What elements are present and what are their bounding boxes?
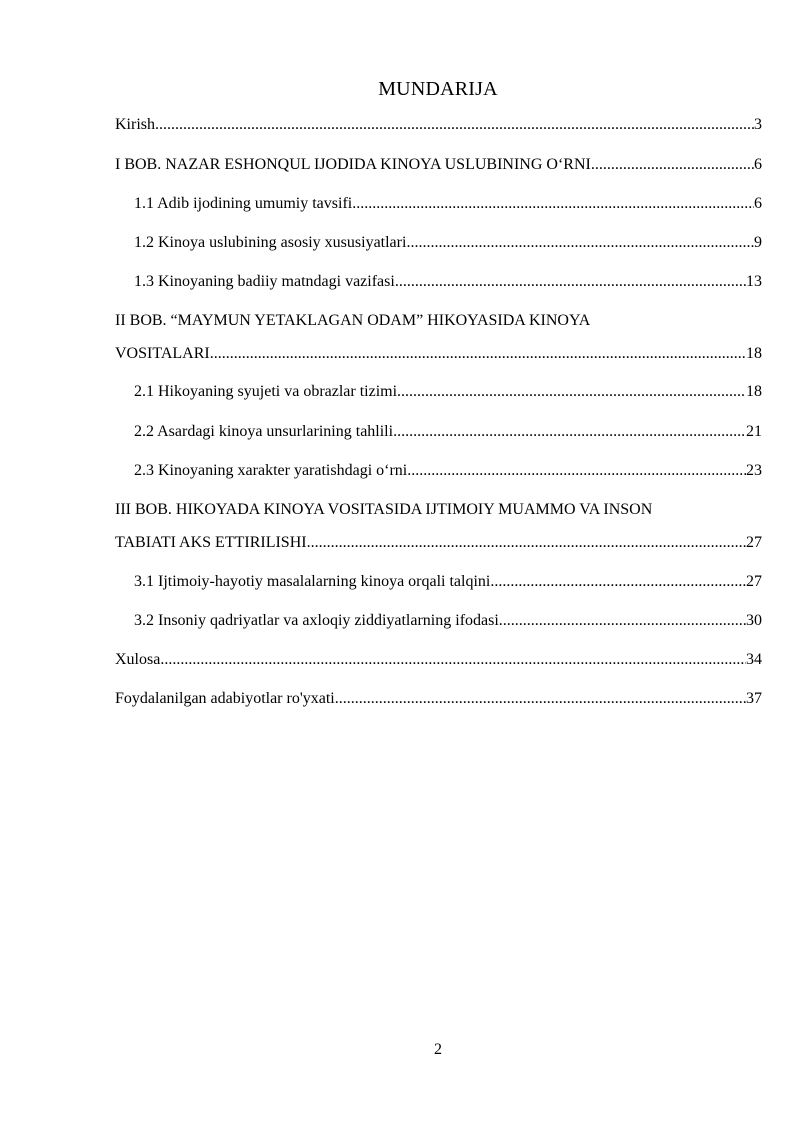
toc-entry-section-3-2[interactable] [134, 604, 762, 637]
dot-leader [490, 565, 746, 598]
dot-leader [160, 643, 746, 676]
dot-leader [499, 604, 746, 637]
toc-entry-section-1-1[interactable] [134, 187, 762, 220]
toc-entry-section-3-1[interactable] [134, 565, 762, 598]
toc-entry-text: Kirish [115, 116, 155, 133]
toc-entry-references[interactable] [115, 682, 762, 715]
toc-page-number: 9 [754, 234, 762, 251]
toc-entry-section-2-1[interactable] [134, 375, 762, 408]
toc-page-number: 34 [746, 651, 762, 668]
dot-leader [591, 148, 754, 181]
toc-entry-chapter-3[interactable] [115, 493, 762, 559]
toc-entry-section-1-2[interactable] [134, 226, 762, 259]
toc-entry-text: 2.3 Kinoyaning xarakter yaratishdagi o‘rni [134, 462, 408, 479]
toc-page-number: 13 [746, 273, 762, 290]
toc-entry-text: 1.1 Adib ijodining umumiy tavsifi [134, 195, 353, 212]
toc-entry-section-2-2[interactable] [134, 415, 762, 448]
toc-entry-text-line-1: III BOB. HIKOYADA KINOYA VOSITASIDA IJTIMOIY MUAMMO VA INSON [115, 501, 653, 518]
dot-leader [395, 265, 746, 298]
toc-entry-conclusion[interactable] [115, 643, 762, 676]
toc-page-number: 23 [746, 462, 762, 479]
dot-leader [397, 375, 746, 408]
toc-page-number: 18 [746, 383, 762, 400]
toc-page-number: 27 [746, 534, 762, 551]
toc-entry-text: 2.1 Hikoyaning syujeti va obrazlar tizimi [134, 383, 398, 400]
toc-entry-text: 1.2 Kinoya uslubining asosiy xususiyatlari [134, 234, 407, 251]
dot-leader [407, 454, 746, 487]
toc-entry-text: Foydalanilgan adabiyotlar ro'yxati [115, 690, 335, 707]
toc-entry-text: TABIATI AKS ETTIRILISHI [115, 534, 307, 551]
toc-entry-text: VOSITALARI [115, 345, 210, 362]
page-title: MUNDARIJA [378, 78, 498, 100]
dot-leader [352, 187, 754, 220]
toc-page-number: 6 [754, 156, 762, 173]
toc-page-number: 6 [754, 195, 762, 212]
toc-entry-chapter-1[interactable] [115, 148, 762, 181]
page-number: 2 [434, 1041, 442, 1058]
toc-entry-text: Xulosa [115, 651, 161, 668]
toc-entry-text-line-1: II BOB. “MAYMUN YETAKLAGAN ODAM” HIKOYASIDA KINOYA [115, 312, 591, 329]
toc-page-number: 30 [746, 612, 762, 629]
toc-entry-text: I BOB. NAZAR ESHONQUL IJODIDA KINOYA USLUBINING O‘RNI [115, 156, 591, 173]
dot-leader [335, 682, 746, 715]
toc-entry-introduction[interactable] [115, 108, 762, 141]
toc-page-number: 18 [746, 345, 762, 362]
toc-entry-section-2-3[interactable] [134, 454, 762, 487]
dot-leader [406, 226, 754, 259]
dot-leader [155, 108, 754, 141]
dot-leader [307, 526, 746, 559]
toc-page-number: 27 [746, 573, 762, 590]
toc-entry-text: 3.1 Ijtimoiy-hayotiy masalalarning kinoya orqali talqini [134, 573, 491, 590]
toc-entry-chapter-2[interactable] [115, 304, 762, 370]
toc-page-number: 21 [746, 423, 762, 440]
toc-entry-text: 1.3 Kinoyaning badiiy matndagi vazifasi [134, 273, 395, 290]
dot-leader [393, 415, 746, 448]
dot-leader [210, 337, 746, 370]
toc-entry-section-1-3[interactable] [134, 265, 762, 298]
toc-page-number: 3 [754, 116, 762, 133]
toc-entry-text: 2.2 Asardagi kinoya unsurlarining tahlili [134, 423, 394, 440]
toc-entry-text: 3.2 Insoniy qadriyatlar va axloqiy ziddiyatlarning ifodasi [134, 612, 499, 629]
toc-page-number: 37 [746, 690, 762, 707]
